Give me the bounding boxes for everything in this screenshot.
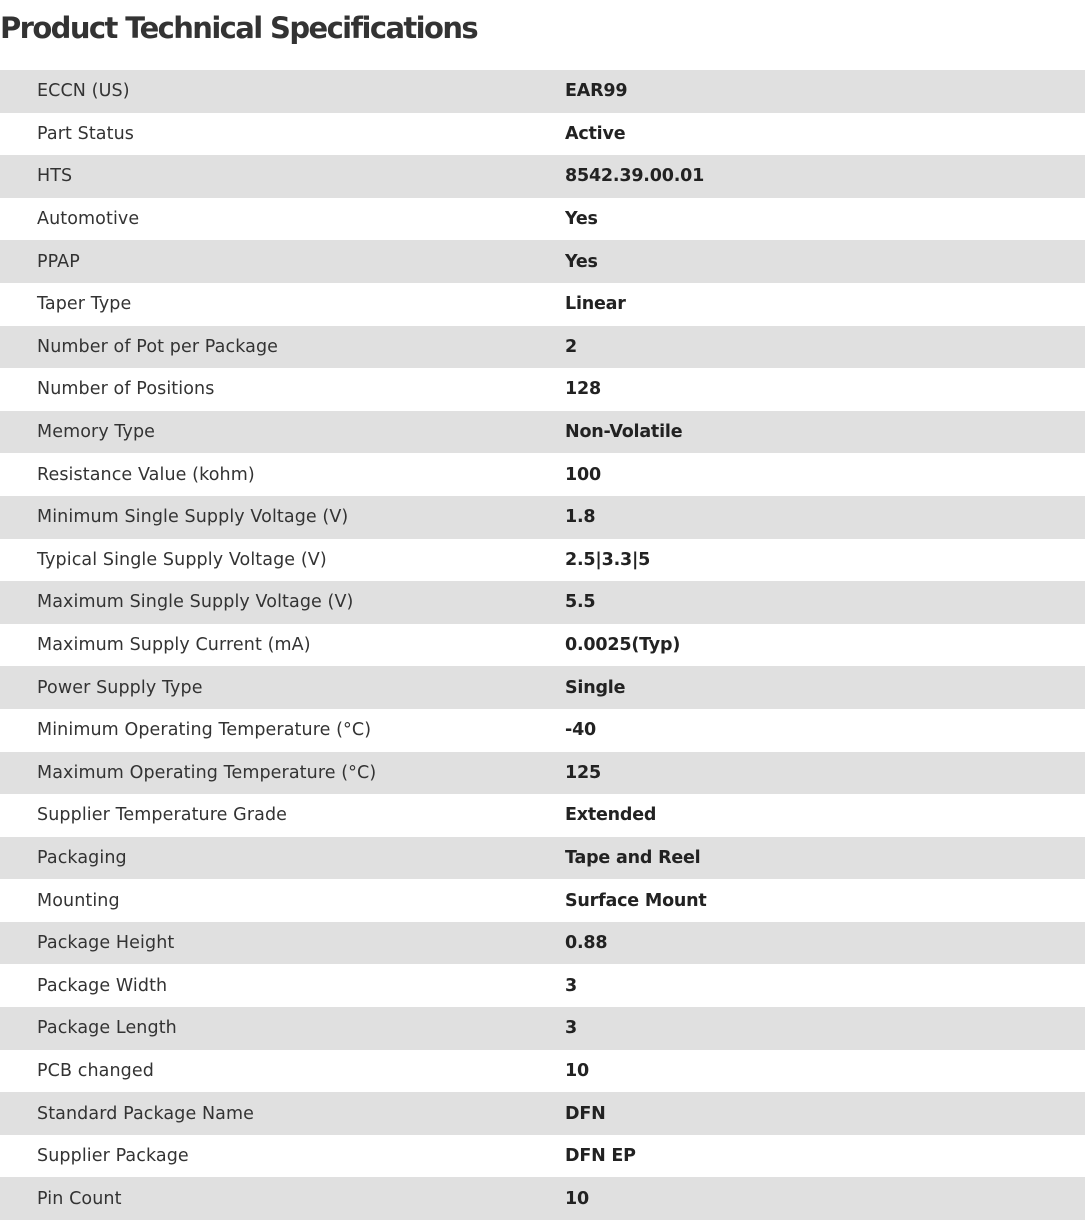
spec-value: 2.5|3.3|5: [565, 539, 1085, 582]
spec-label: Packaging: [0, 837, 565, 880]
spec-label: Supplier Package: [0, 1135, 565, 1178]
spec-value: 1.8: [565, 496, 1085, 539]
spec-value: 8542.39.00.01: [565, 155, 1085, 198]
spec-value: 5.5: [565, 581, 1085, 624]
table-row: [0, 240, 1085, 283]
table-row: [0, 113, 1085, 156]
table-row: [0, 752, 1085, 795]
spec-value: -40: [565, 709, 1085, 752]
page-title: Product Technical Specifications: [0, 11, 478, 45]
spec-label: Number of Positions: [0, 368, 565, 411]
table-row: [0, 964, 1085, 1007]
spec-label: Package Height: [0, 922, 565, 965]
spec-label: Package Width: [0, 964, 565, 1007]
table-row: [0, 837, 1085, 880]
spec-label: ECCN (US): [0, 70, 565, 113]
spec-value: 3: [565, 964, 1085, 1007]
table-row: [0, 1177, 1085, 1220]
spec-label: Mounting: [0, 879, 565, 922]
table-row: [0, 1007, 1085, 1050]
spec-label: Maximum Operating Temperature (°C): [0, 752, 565, 795]
table-row: [0, 879, 1085, 922]
spec-value: 10: [565, 1177, 1085, 1220]
spec-value: Non-Volatile: [565, 411, 1085, 454]
spec-value: Yes: [565, 240, 1085, 283]
table-row: [0, 922, 1085, 965]
spec-table: [0, 70, 1085, 1220]
spec-label: HTS: [0, 155, 565, 198]
spec-value: 3: [565, 1007, 1085, 1050]
spec-value: Surface Mount: [565, 879, 1085, 922]
spec-label: Maximum Single Supply Voltage (V): [0, 581, 565, 624]
spec-label: Minimum Single Supply Voltage (V): [0, 496, 565, 539]
spec-value: Extended: [565, 794, 1085, 837]
table-row: [0, 411, 1085, 454]
table-row: [0, 624, 1085, 667]
table-row: [0, 155, 1085, 198]
spec-label: Part Status: [0, 113, 565, 156]
spec-label: Minimum Operating Temperature (°C): [0, 709, 565, 752]
spec-value: 125: [565, 752, 1085, 795]
spec-label: Standard Package Name: [0, 1092, 565, 1135]
spec-value: Yes: [565, 198, 1085, 241]
spec-label: Supplier Temperature Grade: [0, 794, 565, 837]
spec-value: DFN: [565, 1092, 1085, 1135]
spec-label: Typical Single Supply Voltage (V): [0, 539, 565, 582]
spec-label: Resistance Value (kohm): [0, 453, 565, 496]
spec-label: Taper Type: [0, 283, 565, 326]
table-row: [0, 283, 1085, 326]
spec-value: 128: [565, 368, 1085, 411]
table-row: [0, 581, 1085, 624]
spec-label: Number of Pot per Package: [0, 326, 565, 369]
table-row: [0, 539, 1085, 582]
table-row: [0, 496, 1085, 539]
table-row: [0, 709, 1085, 752]
table-row: [0, 666, 1085, 709]
spec-value: EAR99: [565, 70, 1085, 113]
spec-value: Active: [565, 113, 1085, 156]
spec-value: 0.0025(Typ): [565, 624, 1085, 667]
table-row: [0, 326, 1085, 369]
spec-value: 100: [565, 453, 1085, 496]
spec-value: 0.88: [565, 922, 1085, 965]
spec-label: Pin Count: [0, 1177, 565, 1220]
spec-label: PPAP: [0, 240, 565, 283]
spec-label: PCB changed: [0, 1050, 565, 1093]
spec-value: Single: [565, 666, 1085, 709]
spec-label: Automotive: [0, 198, 565, 241]
table-row: [0, 1092, 1085, 1135]
spec-table-body: [0, 70, 1085, 1220]
spec-value: DFN EP: [565, 1135, 1085, 1178]
table-row: [0, 1050, 1085, 1093]
spec-value: Linear: [565, 283, 1085, 326]
spec-label: Package Length: [0, 1007, 565, 1050]
spec-label: Power Supply Type: [0, 666, 565, 709]
spec-value: 2: [565, 326, 1085, 369]
spec-label: Maximum Supply Current (mA): [0, 624, 565, 667]
table-row: [0, 70, 1085, 113]
spec-value: Tape and Reel: [565, 837, 1085, 880]
table-row: [0, 453, 1085, 496]
spec-value: 10: [565, 1050, 1085, 1093]
table-row: [0, 794, 1085, 837]
table-row: [0, 368, 1085, 411]
table-row: [0, 1135, 1085, 1178]
spec-label: Memory Type: [0, 411, 565, 454]
table-row: [0, 198, 1085, 241]
